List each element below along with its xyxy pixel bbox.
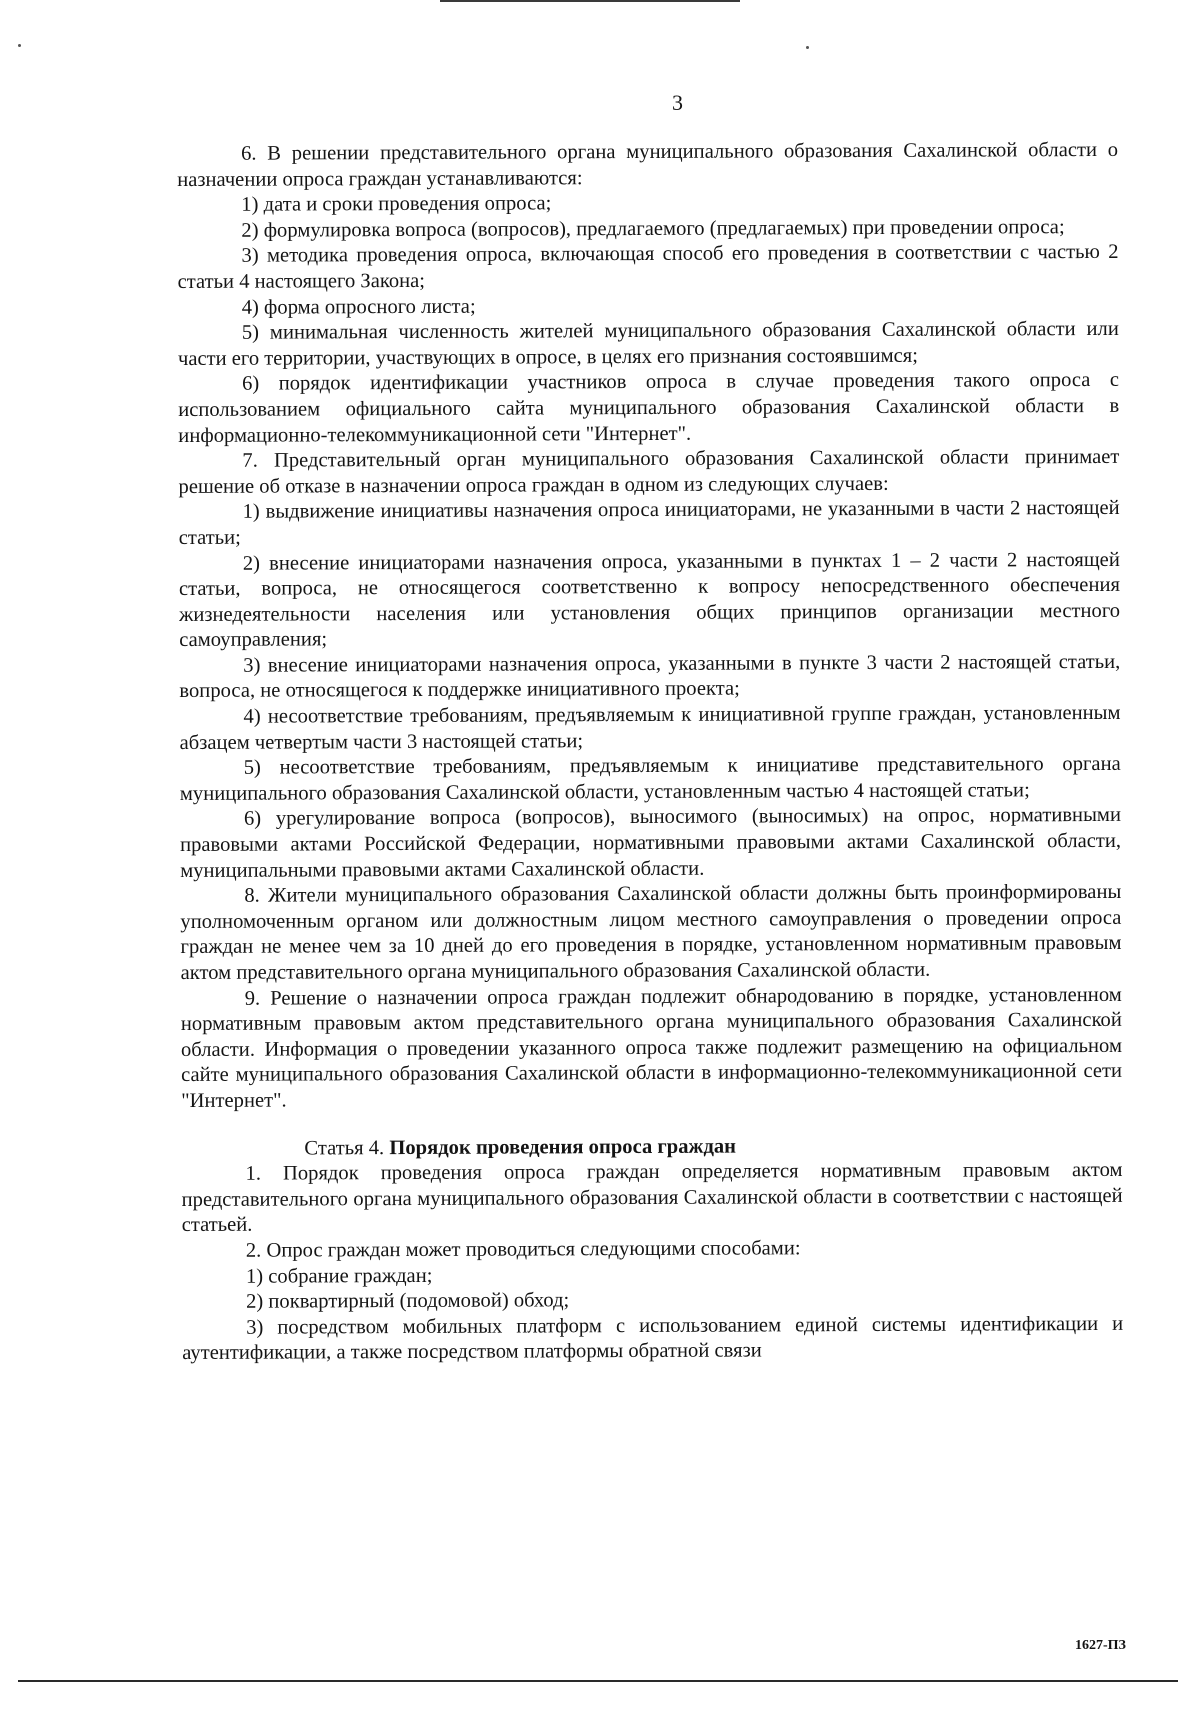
list-item: 3) методика проведения опроса, включающая способ его проведения в соответствии с частью 2 статьи 4 настоящего Закона; <box>177 241 1119 293</box>
article-title: Порядок проведения опроса граждан <box>389 1135 737 1159</box>
list-item: 6) порядок идентификации участников опроса в случае проведения такого опроса с использованием официального сайта муниципального образования Сахалинской области в информационно-телекоммуникационной сети "Интернет". <box>178 369 1120 447</box>
list-item: 6) урегулирование вопроса (вопросов), выносимого (выносимых) на опрос, нормативными правовыми актами Российской Федерации, нормативными правовыми актами Сахалинской области, муниципальными правовыми актами Сахалинской области. <box>180 804 1122 882</box>
list-item: 2) формулировка вопроса (вопросов), предлагаемого (предлагаемых) при проведении опроса; <box>241 215 1065 242</box>
list-item: 4) несоответствие требованиям, предъявляемым к инициативной группе граждан, установленным абзацем четвертым части 3 настоящей статьи; <box>179 701 1121 754</box>
paragraph: 6. В решении представительного органа муниципального образования Сахалинской области о назначении опроса граждан устанавливаются: <box>177 138 1119 191</box>
scan-edge-bottom <box>18 1680 1178 1682</box>
list-item: 1) дата и сроки проведения опроса; <box>241 192 552 216</box>
scan-edge-top <box>440 0 740 2</box>
page-number: 3 <box>672 90 683 115</box>
paragraph: 2. Опрос граждан может проводиться следующими способами: <box>245 1237 801 1262</box>
list-item: 5) минимальная численность жителей муниципального образования Сахалинской области или части его территории, участвующих в опросе, в целях его признания состоявшимся; <box>177 318 1119 370</box>
list-item: 5) несоответствие требованиям, предъявляемым к инициативе представительного органа муниципального образования Сахалинской области, установленным частью 4 настоящей статьи; <box>179 753 1121 805</box>
paragraph: 8. Жители муниципального образования Сахалинской области должны быть проинформированы уполномоченным органом или должностным лицом местного самоуправления о проведении опроса граждан не менее чем за 10 дней до его проведения в порядке, установленном нормативным правовым актом представительного органа муниципального образования Сахалинской области. <box>180 881 1122 984</box>
list-item: 2) поквартирный (подомовой) обход; <box>246 1289 570 1313</box>
list-item: 3) внесение инициаторами назначения опроса, указанными в пункте 3 части 2 настоящей статьи, вопроса, не относящегося к поддержке инициативного проекта; <box>179 650 1121 703</box>
list-item: 1) выдвижение инициативы назначения опроса инициаторами, не указанными в части 2 настоящей статьи; <box>178 497 1120 549</box>
document-code: 1627-ПЗ <box>1075 1638 1126 1653</box>
list-item: 2) внесение инициаторами назначения опроса, указанными в пунктах 1 – 2 части 2 настоящей статьи, вопроса, не относящегося соответственно к вопросу непосредственного обеспечения жизнедеятельности населения или установления общих принципов организации местного самоуправления; <box>178 548 1121 652</box>
document-body <box>177 138 1123 1367</box>
list-item: 1) собрание граждан; <box>245 1264 433 1288</box>
paragraph: 9. Решение о назначении опроса граждан подлежит обнародованию в порядке, установленном нормативным правовым актом представительного органа муниципального образования Сахалинской области. Информация о проведении указанного опроса также подлежит размещению на официальном сайте муниципального образования Сахалинской области в информационно-телекоммуникационной сети "Интернет". <box>180 983 1123 1112</box>
scan-speck <box>806 46 809 49</box>
scan-speck <box>18 44 21 47</box>
paragraph: 7. Представительный орган муниципального образования Сахалинской области принимает решение об отказе в назначении опроса граждан в одном из следующих случаев: <box>178 446 1120 498</box>
paragraph: 1. Порядок проведения опроса граждан определяется нормативным правовым актом представительного органа муниципального образования Сахалинской области в соответствии с настоящей статьей. <box>181 1159 1123 1237</box>
list-item: 4) форма опросного листа; <box>241 295 476 319</box>
article-label: Статья 4. <box>304 1136 385 1160</box>
list-item: 3) посредством мобильных платформ с использованием единой системы идентификации и аутентификации, а также посредством платформы обратной связи <box>182 1312 1124 1365</box>
